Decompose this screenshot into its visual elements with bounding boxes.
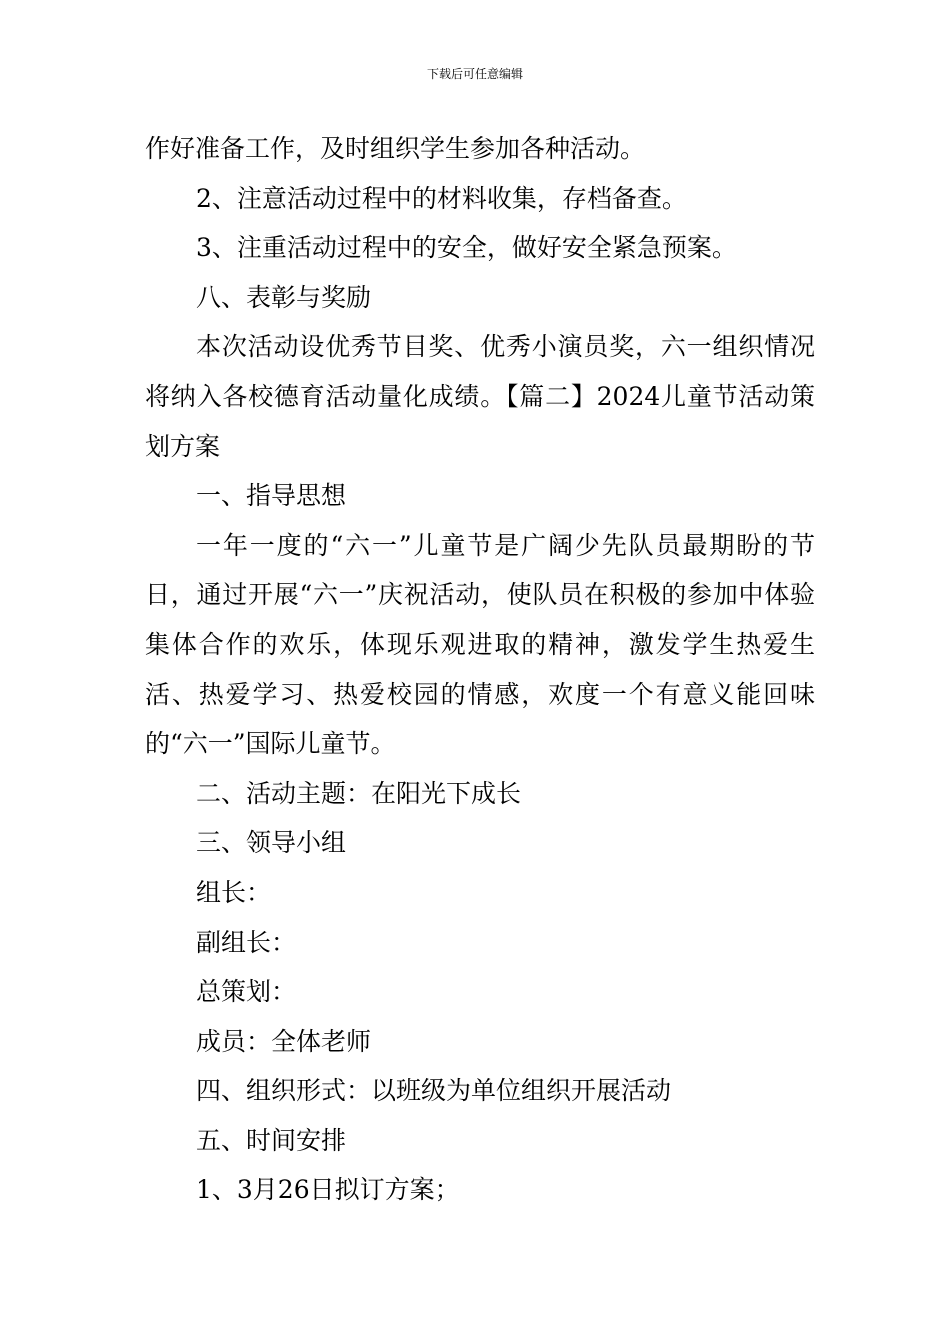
page-header: 下载后可任意编辑 xyxy=(426,67,523,81)
section-heading: 五、时间安排 xyxy=(196,1125,347,1155)
paragraph: 2、注意活动过程中的材料收集，存档备查。 xyxy=(196,183,687,213)
paragraph: 3、注重活动过程中的安全，做好安全紧急预案。 xyxy=(196,233,737,263)
section-heading: 八、表彰与奖励 xyxy=(196,282,372,312)
section-heading: 三、领导小组 xyxy=(196,828,347,858)
paragraph: 作好准备工作，及时组织学生参加各种活动。 xyxy=(145,134,646,163)
section-heading: 一、指导思想 xyxy=(196,481,347,511)
paragraph: 副组长： xyxy=(196,927,297,957)
paragraph: 组长： xyxy=(196,877,272,907)
paragraph: 本次活动设优秀节目奖、优秀小演员奖，六一组织情况将纳入各校德育活动量化成绩。【篇二】2024儿童节活动策划方案 xyxy=(145,332,815,461)
section-heading: 二、活动主题：在阳光下成长 xyxy=(196,778,522,808)
section-heading: 四、组织形式：以班级为单位组织开展活动 xyxy=(196,1076,672,1106)
paragraph: 一年一度的“六一”儿童节是广阔少先队员最期盼的节日，通过开展“六一”庆祝活动，使队员在积极的参加中体验集体合作的欢乐，体现乐观进取的精神，激发学生热爱生活、热爱学习、热爱校园的情感，欢度一个有意义能回味的“六一”国际儿童节。 xyxy=(145,530,815,759)
paragraph: 总策划： xyxy=(196,977,297,1007)
document-body xyxy=(145,124,815,1215)
paragraph: 1、3月26日拟订方案； xyxy=(196,1175,460,1205)
paragraph: 成员：全体老师 xyxy=(196,1026,372,1056)
